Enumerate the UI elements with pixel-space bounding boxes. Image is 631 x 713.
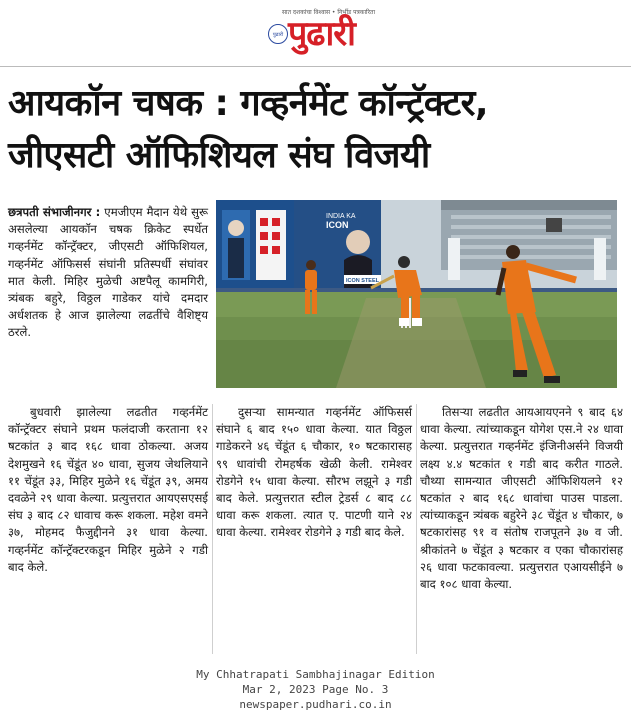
pudhari-logo[interactable] <box>268 8 376 54</box>
column-divider <box>212 404 213 654</box>
article-paragraph-4: तिसऱ्या लढतीत आयआयएनने ९ बाद ६४ धावा केल्या. त्यांच्याकडून योगेश एस.ने २४ धावा केल्या. प्रत्युत्तरात गव्हर्नमेंट इंजिनीअर्सने विजयी लक्ष्य ४.४ षटकांत १ गडी बाद करीत गाठले. चौथ्या सामन्यात जीएसटी ऑफिशियलने १२ षटकांत २ बाद १६८ धावांचा पाउस पाडला. त्यांच्याकडून त्र्यंबक बहुरेने ३८ चेंडूंत ४ चौकार, ७ षटकारांसह ९१ व संतोष राजपूतने ३७ व जी. श्रीकांतने ७ चेंडूंत ३ षटकार व एका चौकारांसह २६ धावा फटकावल्या. प्रत्युत्तरात एआयसीईने ७ बाद १०८ धावा केल्या. <box>420 405 623 592</box>
banner-text-1: INDIA KA <box>326 213 356 220</box>
article-column-2 <box>216 404 412 542</box>
paragraph-1-text: एमजीएम मैदान येथे सुरू असलेल्या आयकॉन चषक क्रिकेट स्पर्धेत गव्हर्नमेंट कॉन्ट्रॅक्टर, जीएसटी ऑफिशियल, गव्हर्नमेंट ऑफिसर्स संघांनी प्रतिस्पर्धी संघांवर मात केली. मिहिर मुळेची अष्टपैलू कामगिरी, त्र्यंबक बहुरे, विठ्ठल गाडेकर यांचे दमदार अर्धशतक हे आज झालेल्या लढतींचे वैशिष्ट्य ठरले. <box>8 205 209 340</box>
banner-text-3: ICON STEEL <box>346 278 380 284</box>
cricket-match-photo <box>216 200 617 388</box>
footer-edition: My Chhatrapati Sambhajinagar Edition <box>196 668 435 681</box>
article-paragraph-1 <box>8 204 208 342</box>
article-column-3 <box>420 404 623 593</box>
footer-date-page: Mar 2, 2023 Page No. 3 <box>242 683 389 696</box>
logo-wordmark: पुढारी <box>288 14 355 54</box>
article-paragraph-2: बुधवारी झालेल्या लढतीत गव्हर्नमेंट कॉन्ट्रॅक्टर संघाने प्रथम फलंदाजी करताना १२ षटकांत ३ बाद १६८ धावा ठोकल्या. अजय देशमुखने १६ चेंडूंत ४० धावा, सुजय जेथलियाने ११ चेंडूंत ३३, मिहिर मुळेने १६ चेंडूंत ३९, अमय दवळेने २९ धावा केल्या. प्रत्युत्तरात आयएसएसई संघ ३ बाद ८२ धावाच करू शकला. महेश वमने ३७, मोहमद फैजुद्दीनने ३१ धावा केल्या. गव्हर्नमेंट कॉन्ट्रॅक्टरकडून मिहिर मुळेने २ गडी बाद केले. <box>8 405 208 574</box>
photo-illustration <box>216 200 617 388</box>
footer-site[interactable]: newspaper.pudhari.co.in <box>239 698 392 711</box>
dateline: छत्रपती संभाजीनगर : <box>8 205 101 219</box>
page-footer <box>0 667 631 712</box>
article-column-1 <box>8 204 208 342</box>
banner-text-2: ICON <box>326 220 349 230</box>
masthead-rule <box>0 66 631 67</box>
masthead <box>0 0 631 70</box>
logo-tagline: सात दशकांचा विश्वास • निर्भीड पत्रकारिता <box>282 9 376 16</box>
column-divider <box>416 404 417 654</box>
article-column-1-lower <box>8 404 208 576</box>
headline-line-1: आयकॉन चषक : गव्हर्नमेंट कॉन्ट्रॅक्टर, <box>8 83 488 124</box>
article-paragraph-3: दुसऱ्या सामन्यात गव्हर्नमेंट ऑफिसर्स संघाने ६ बाद १५० धावा केल्या. यात विठ्ठल गाडेकरने ४६ चेंडूंत ६ चौकार, १० षटकारासह ९९ धावांची रोमहर्षक खेळी केली. रामेश्वर रोडगेने १५ धावा केल्या. सौरभ लझूने ३ गडी बाद केले. प्रत्युत्तरात स्टील ट्रेडर्स ८ बाद ८८ धावा करू शकला. त्यात ए. पाटणी याने २४ धावा केल्या. रामेश्वर रोडगेने ३ गडी बाद केले. <box>216 405 412 540</box>
headline-line-2: जीएसटी ऑफिशियल संघ विजयी <box>8 135 430 176</box>
article-headline <box>8 78 623 182</box>
logo-roundel: पुढारी <box>268 24 288 44</box>
